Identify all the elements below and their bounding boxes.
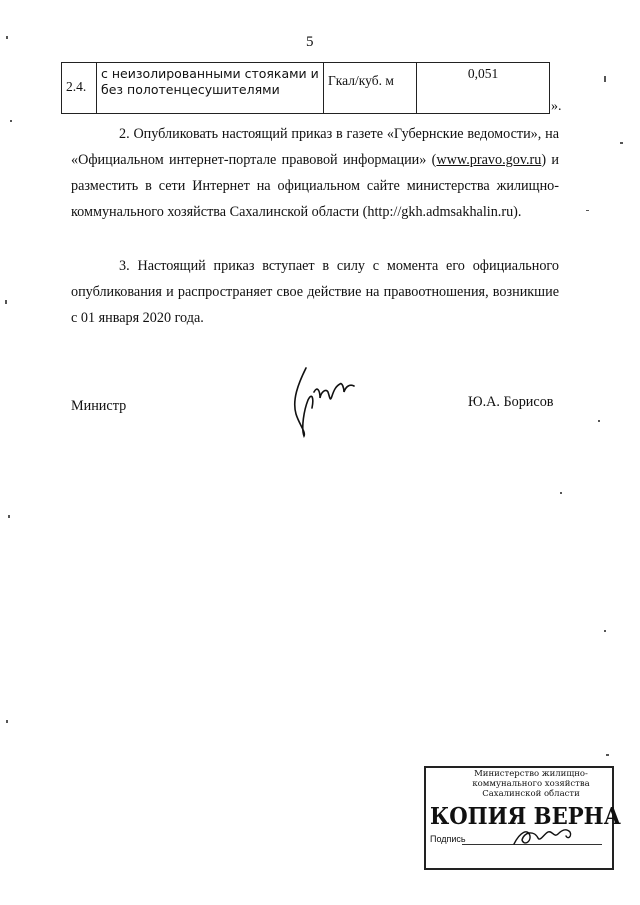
row-description-cell: с неизолированными стояками и без полотенцесушителями — [97, 63, 324, 114]
page-number: 5 — [306, 34, 314, 50]
scan-speck — [586, 210, 589, 211]
scan-speck — [604, 630, 606, 632]
table-row — [62, 63, 550, 114]
paragraph-3: 3. Настоящий приказ вступает в силу с момента его официального опубликования и распространяет свое действие на правоотношения, возникшие с 01 января 2020 года. — [71, 258, 559, 326]
scan-speck — [560, 492, 562, 494]
stamp-signature-label: Подпись — [430, 834, 466, 844]
row-number-cell: 2.4. — [62, 63, 97, 114]
scan-speck — [620, 142, 623, 144]
scan-speck — [5, 300, 7, 304]
pravo-link[interactable]: www.pravo.gov.ru — [436, 152, 542, 168]
scan-speck — [6, 720, 8, 723]
scan-speck — [606, 754, 609, 756]
rate-table — [61, 62, 550, 114]
stamp-signature-image — [510, 822, 580, 850]
minister-signature-image — [284, 362, 364, 442]
paragraph-2 — [71, 121, 559, 225]
scan-speck — [6, 36, 8, 39]
stamp-title: КОПИЯ ВЕРНА — [430, 803, 621, 830]
table-closing-quote: ». — [551, 99, 562, 114]
scan-speck — [598, 420, 600, 422]
stamp-organization: Министерство жилищно-коммунального хозяйства Сахалинской области — [472, 769, 590, 799]
scan-speck — [10, 120, 12, 122]
signatory-title: Министр — [71, 398, 127, 414]
signatory-name: Ю.А. Борисов — [468, 394, 554, 410]
paragraph-2-text-start: 2. Опубликовать настоящий приказ в газете «Губернские ведомости», на «Официальном интернет-портале правовой информации» ( — [71, 126, 559, 168]
row-value-cell: 0,051 — [417, 63, 550, 114]
stamp-signature-row — [430, 834, 612, 844]
row-unit-cell: Гкал/куб. м — [324, 63, 417, 114]
scan-speck — [8, 515, 10, 518]
certification-stamp — [424, 766, 621, 870]
scan-speck — [604, 76, 606, 82]
paragraph-2-text-end: ) и разместить в сети Интернет на официальном сайте министерства жилищно-коммунального хозяйства Сахалинской области (http://gkh.admsakhalin.ru). — [71, 152, 559, 220]
